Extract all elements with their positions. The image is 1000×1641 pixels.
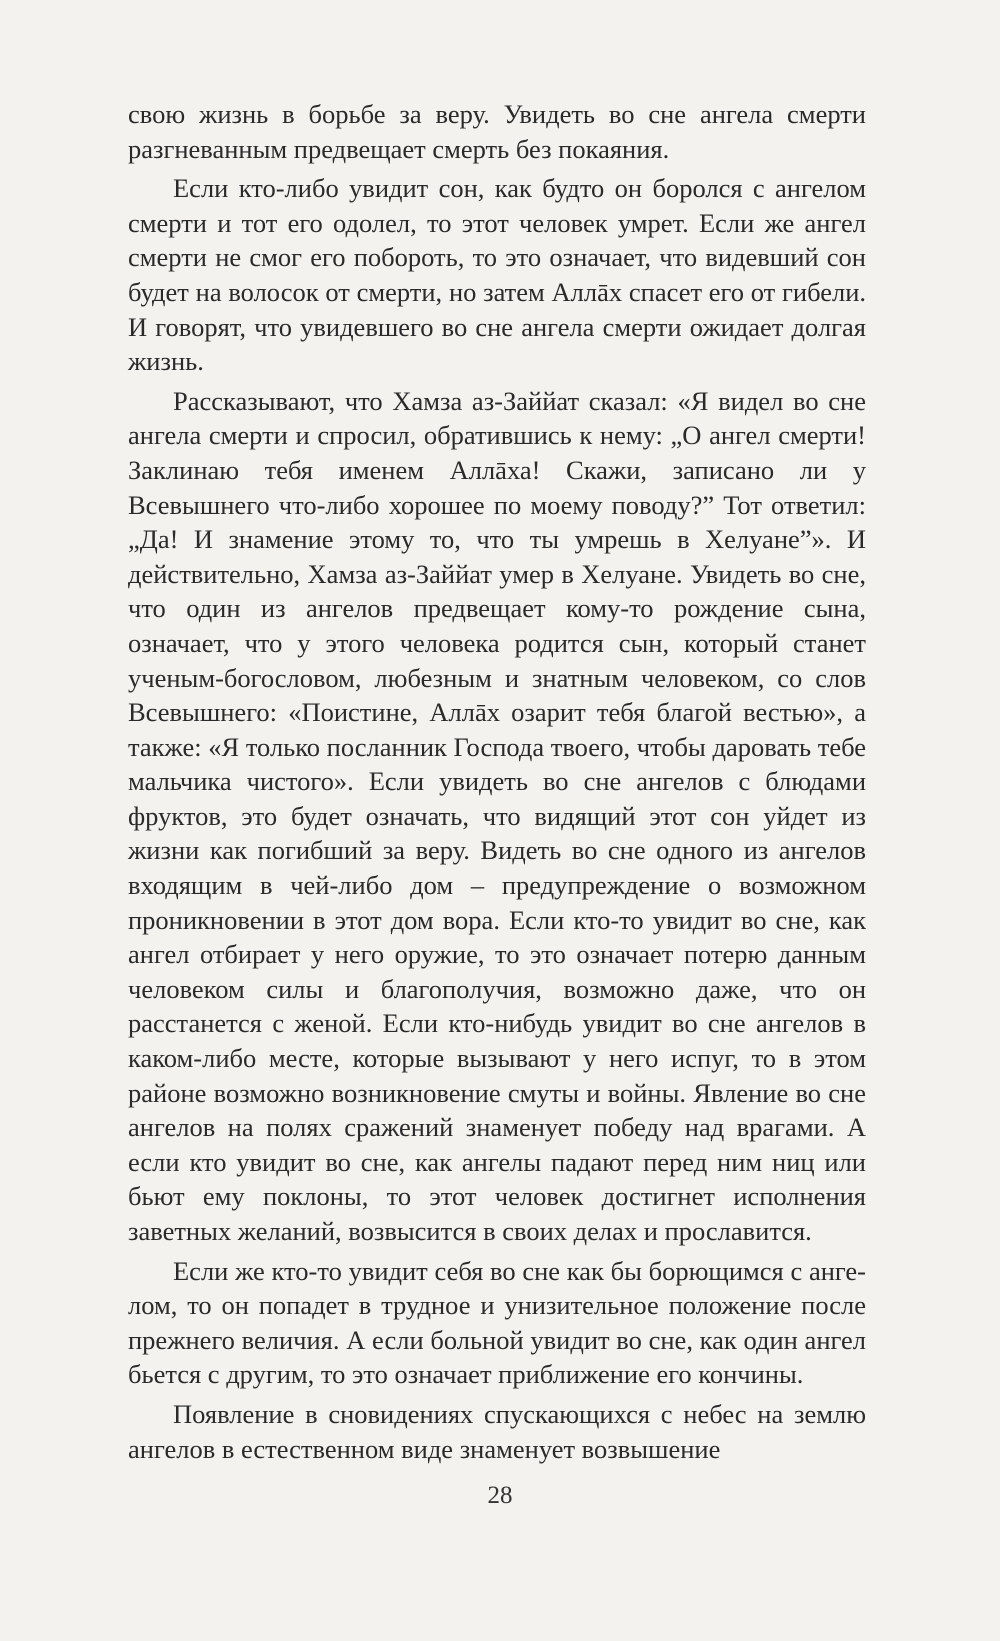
paragraph: Рассказывают, что Хамза аз-Заййат сказал: «Я видел во сне ангела смерти и спросил, обратившись к нему: „О ангел смерти! Заклинаю тебя именем Аллāха! Скажи, записано ли у Всевышнего что-либо хорошее по моему поводу?” Тот ответил: „Да! И знамение этому то, что ты умрешь в Хелуане”». И действительно, Хамза аз-Заййат умер в Хелуане. Увидеть во сне, что один из ангелов предвещает кому-то рождение сына, означает, что у этого человека родится сын, который станет ученым-богословом, любезным и знатным человеком, со слов Всевышнего: «Поистине, Аллāх озарит тебя благой вестью», а также: «Я только посланник Господа твоего, чтобы даровать тебе мальчика чистого». Если увидеть во сне ангелов с блюдами фруктов, это будет означать, что видящий этот сон уйдет из жизни как погибший за веру. Видеть во сне одного из ангелов входящим в чей-либо дом – предупреждение о возможном проникновении в этот дом вора. Если кто-то увидит во сне, как ангел отбирает у него оружие, то это означает потерю данным человеком силы и благополучия, возможно даже, что он расстанется с женой. Если кто-нибудь увидит во сне ангелов в каком-либо месте, которые вызывают у него испуг, то в этом районе возможно возникновение смуты и войны. Явление во сне ангелов на полях сражений знаменует победу над врагами. А если кто увидит во сне, как ангелы падают перед ним ниц или бьют ему поклоны, то этот человек достигнет исполнения заветных желаний, возвысится в своих делах и прославится. xyxy=(128,385,866,1246)
paragraph: Появление в сновидениях спускающихся с небес на землю ангелов в естественном виде знаменует возвышение xyxy=(128,1398,866,1464)
paragraph: Если же кто-то увидит себя во сне как бы борющимся с ангелом, то он попадет в трудное и унизительное положение после прежнего величия. А если больной увидит во сне, как один ангел бьется с другим, то это означает приближение его кончины. xyxy=(128,1255,866,1390)
paragraph: свою жизнь в борьбе за веру. Увидеть во сне ангела смерти разгневанным предвещает смерть без покаяния. xyxy=(128,99,866,164)
page-body xyxy=(128,97,866,1471)
page-number: 28 xyxy=(487,1482,513,1509)
paragraph: Если кто-либо увидит сон, как будто он боролся с ангелом смерти и тот его одолел, то этот человек умрет. Если же ангел смерти не смог его побороть, то это означает, что видевший сон будет на волосок от смерти, но затем Аллāх спасет его от гибели. И говорят, что увидевшего во сне ангела смерти ожидает долгая жизнь. xyxy=(128,173,866,377)
